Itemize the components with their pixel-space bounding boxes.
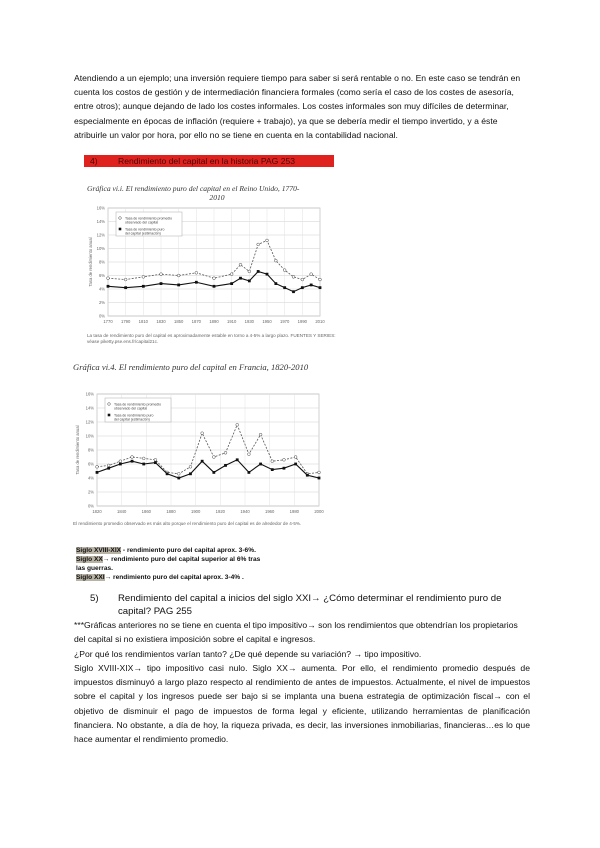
- figure-uk-title: [87, 184, 347, 203]
- data-point: [310, 284, 313, 287]
- data-point: [319, 286, 322, 289]
- data-point: [236, 423, 239, 426]
- data-point: [319, 278, 322, 281]
- data-point: [257, 243, 260, 246]
- y-tick-label: 16%: [96, 205, 105, 211]
- y-tick-label: 4%: [98, 286, 105, 292]
- data-point: [213, 277, 216, 280]
- data-point: [274, 259, 277, 262]
- data-point: [189, 465, 192, 468]
- legend-label: del capital (estimación): [114, 417, 150, 422]
- x-tick-label: 1960: [265, 509, 275, 514]
- highlight-text: → rendimiento puro del capital aprox. 3-4% .: [104, 574, 244, 581]
- legend-label: Tasa de rendimiento promedio: [125, 216, 173, 221]
- data-point: [271, 460, 274, 463]
- x-tick-label: 1990: [297, 319, 307, 324]
- data-point: [239, 277, 242, 280]
- x-tick-label: 1900: [191, 509, 201, 514]
- figure-uk-title-line2: 2010: [209, 193, 225, 203]
- data-point: [301, 278, 304, 281]
- x-tick-label: 1890: [209, 319, 219, 324]
- y-tick-label: 0%: [98, 313, 105, 319]
- data-point: [142, 285, 145, 288]
- x-tick-label: 1840: [117, 509, 127, 514]
- body-paragraph-3: Siglo XVIII-XIX→ tipo impositivo casi nulo. Siglo XX→ aumenta. Por ello, el rendimiento promedio después de impuestos disminuyó a largo plazo respecto al rendimiento de antes de impuestos. Actualmente, el nivel de impuestos sobre el capital y los ingresos puede ser bajo si se implanta una buena estrategia de optimización fiscal→ con el objetivo de disminuir el pago de impuestos de forma legal y eficiente, utilizando herramientas de planificación financiera. No obstante, a día de hoy, la riqueza privada, es decir, las inversiones inmobiliarias, financieras…es lo que hace aumentar el rendimiento promedio.: [74, 662, 530, 745]
- data-point: [142, 275, 145, 278]
- body-paragraph-2: ¿Por qué los rendimientos varían tanto? ¿De qué depende su variación? → tipo impositivo.: [74, 648, 422, 659]
- x-tick-label: 2000: [314, 509, 324, 514]
- x-tick-label: 1770: [103, 319, 113, 324]
- data-point: [177, 284, 180, 287]
- legend-label: Tasa de rendimiento puro: [114, 413, 154, 418]
- data-point: [247, 471, 250, 474]
- data-point: [177, 472, 180, 475]
- legend-marker: [119, 217, 122, 220]
- x-tick-label: 2010: [315, 319, 325, 324]
- data-point: [107, 464, 110, 467]
- data-point: [154, 458, 157, 461]
- data-point: [177, 274, 180, 277]
- y-tick-label: 0%: [87, 503, 94, 509]
- legend-label: observado del capital: [125, 220, 159, 225]
- y-tick-label: 6%: [87, 461, 94, 467]
- data-point: [131, 456, 134, 459]
- data-point: [107, 277, 110, 280]
- data-point: [266, 273, 269, 276]
- y-tick-label: 14%: [85, 405, 94, 411]
- highlight-item: [76, 546, 256, 555]
- section-4-title: Rendimiento del capital en la historia PAG 253: [118, 156, 296, 166]
- x-tick-label: 1950: [262, 319, 272, 324]
- x-tick-label: 1790: [121, 319, 131, 324]
- highlight-item: [76, 573, 244, 582]
- data-point: [189, 472, 192, 475]
- x-tick-label: 1930: [244, 319, 254, 324]
- y-axis-label: Tasa de rendimiento anual: [75, 425, 80, 475]
- data-point: [294, 456, 297, 459]
- y-tick-label: 10%: [96, 246, 105, 251]
- y-tick-label: 2%: [98, 300, 105, 305]
- y-tick-label: 6%: [98, 273, 105, 278]
- data-point: [292, 275, 295, 278]
- y-tick-label: 4%: [87, 475, 94, 481]
- legend-marker: [119, 228, 122, 231]
- x-tick-label: 1810: [138, 319, 148, 324]
- highlight-item: [76, 555, 260, 564]
- y-tick-label: 8%: [87, 447, 94, 453]
- legend-label: Tasa de rendimiento promedio: [114, 402, 162, 407]
- section-4-number: 4): [90, 156, 98, 166]
- data-point: [257, 270, 260, 273]
- x-tick-label: 1920: [215, 509, 225, 514]
- legend-marker: [108, 414, 111, 417]
- data-point: [248, 280, 251, 283]
- data-point: [224, 451, 227, 454]
- data-point: [195, 271, 198, 274]
- data-point: [124, 278, 127, 281]
- chart-uk: [86, 202, 326, 326]
- x-tick-label: 1860: [141, 509, 151, 514]
- data-point: [259, 433, 262, 436]
- data-point: [294, 463, 297, 466]
- chart-france: [73, 390, 325, 516]
- legend-label: observado del capital: [114, 406, 148, 411]
- data-point: [160, 282, 163, 285]
- data-point: [292, 290, 295, 293]
- data-point: [318, 471, 321, 474]
- data-point: [107, 467, 110, 470]
- data-point: [248, 270, 251, 273]
- y-axis-label: Tasa de rendimiento anual: [88, 237, 93, 287]
- y-tick-label: 14%: [96, 219, 105, 224]
- x-tick-label: 1980: [289, 509, 299, 514]
- y-tick-label: 12%: [85, 419, 94, 425]
- data-point: [160, 273, 163, 276]
- y-tick-label: 8%: [98, 259, 105, 265]
- data-point: [154, 461, 157, 464]
- data-point: [283, 269, 286, 272]
- highlight-mark: Siglo XVIII-XIX: [76, 547, 122, 554]
- data-point: [271, 468, 274, 471]
- data-point: [310, 273, 313, 276]
- figure-france-note: El rendimiento promedio observado es más alto porque el rendimiento puro del capital es de alrededor de 4-5%.: [73, 521, 302, 526]
- highlight-text: → rendimiento puro del capital superior al 6% tras: [102, 556, 261, 563]
- data-point: [274, 282, 277, 285]
- body-paragraph-1: ***Gráficas anteriores no se tiene en cuenta el tipo impositivo→ son los rendimientos que obtendrían los propietarios del capital si no existiera imposición sobre el capital e ingresos.: [74, 620, 518, 645]
- intro-paragraph: Atendiendo a un ejemplo; una inversión requiere tiempo para saber si será rentable o no. En este caso se tendrán en cuenta los costos de gestión y de intermediación financiera formales (como sería el caso de los costes de asesoría, entre otros); aunque dejando de lado los costes informales. Los costes informales son muy difíciles de determinar, especialmente en épocas de inflación (requiere + trabajo), ya que se debería medir el tiempo invertido, y a éste atribuirle un valor por hora, por ello no se tiene en cuenta en la contabilidad nacional.: [74, 73, 521, 140]
- data-point: [283, 467, 286, 470]
- data-point: [230, 282, 233, 285]
- data-point: [195, 281, 198, 284]
- data-point: [142, 463, 145, 466]
- x-tick-label: 1820: [92, 509, 102, 514]
- data-point: [318, 477, 321, 480]
- data-point: [201, 460, 204, 463]
- data-point: [224, 464, 227, 467]
- y-tick-label: 2%: [87, 489, 94, 495]
- section-4-heading: [84, 155, 334, 167]
- x-tick-label: 1870: [191, 319, 201, 324]
- data-point: [107, 285, 110, 288]
- data-point: [266, 239, 269, 242]
- section-5-title: Rendimiento del capital a inicios del siglo XXI→ ¿Cómo determinar el rendimiento puro de capital? PAG 255: [118, 593, 502, 617]
- x-tick-label: 1850: [174, 319, 184, 324]
- figure-uk-title-line1: Gráfica vi.i. El rendimiento puro del capital en el Reino Unido, 1770-: [87, 184, 300, 193]
- section-5-body: [74, 618, 530, 747]
- data-point: [239, 263, 242, 266]
- highlight-mark: Siglo XX: [76, 556, 103, 563]
- y-tick-label: 12%: [96, 232, 105, 238]
- data-point: [212, 471, 215, 474]
- highlight-item: [76, 564, 113, 573]
- data-point: [166, 472, 169, 475]
- figure-uk-note: La tasa de rendimiento puro del capital es aproximadamente estable en torno a 4-5% a largo plazo. FUENTES Y SERIES: véase piketty.pse.ens.fr/capital21c.: [87, 333, 336, 344]
- legend-marker: [108, 403, 111, 406]
- data-point: [96, 465, 99, 468]
- highlight-text: las guerras.: [76, 565, 114, 572]
- legend-label: del capital (estimación): [125, 231, 161, 236]
- data-point: [96, 471, 99, 474]
- data-point: [124, 286, 127, 289]
- data-point: [236, 458, 239, 461]
- figure-france-title: Gráfica vi.4. El rendimiento puro del capital en Francia, 1820-2010: [73, 362, 309, 372]
- data-point: [131, 460, 134, 463]
- data-point: [259, 463, 262, 466]
- section-5-number: 5): [90, 593, 99, 604]
- data-point: [142, 457, 145, 460]
- data-point: [119, 463, 122, 466]
- x-tick-label: 1830: [156, 319, 166, 324]
- data-point: [213, 285, 216, 288]
- data-point: [306, 474, 309, 477]
- data-point: [212, 456, 215, 459]
- y-tick-label: 16%: [85, 391, 94, 397]
- highlight-text: - rendimiento puro del capital aprox. 3-6%.: [121, 547, 256, 554]
- y-tick-label: 10%: [85, 433, 94, 439]
- data-point: [230, 273, 233, 276]
- data-point: [201, 432, 204, 435]
- data-point: [177, 477, 180, 480]
- data-point: [119, 460, 122, 463]
- data-point: [301, 286, 304, 289]
- x-tick-label: 1970: [280, 319, 290, 324]
- x-tick-label: 1910: [227, 319, 237, 324]
- data-point: [283, 458, 286, 461]
- data-point: [283, 286, 286, 289]
- data-point: [247, 453, 250, 456]
- highlight-mark: Siglo XXI: [76, 574, 105, 581]
- legend-label: Tasa de rendimiento puro: [125, 227, 165, 232]
- x-tick-label: 1940: [240, 509, 250, 514]
- x-tick-label: 1880: [166, 509, 176, 514]
